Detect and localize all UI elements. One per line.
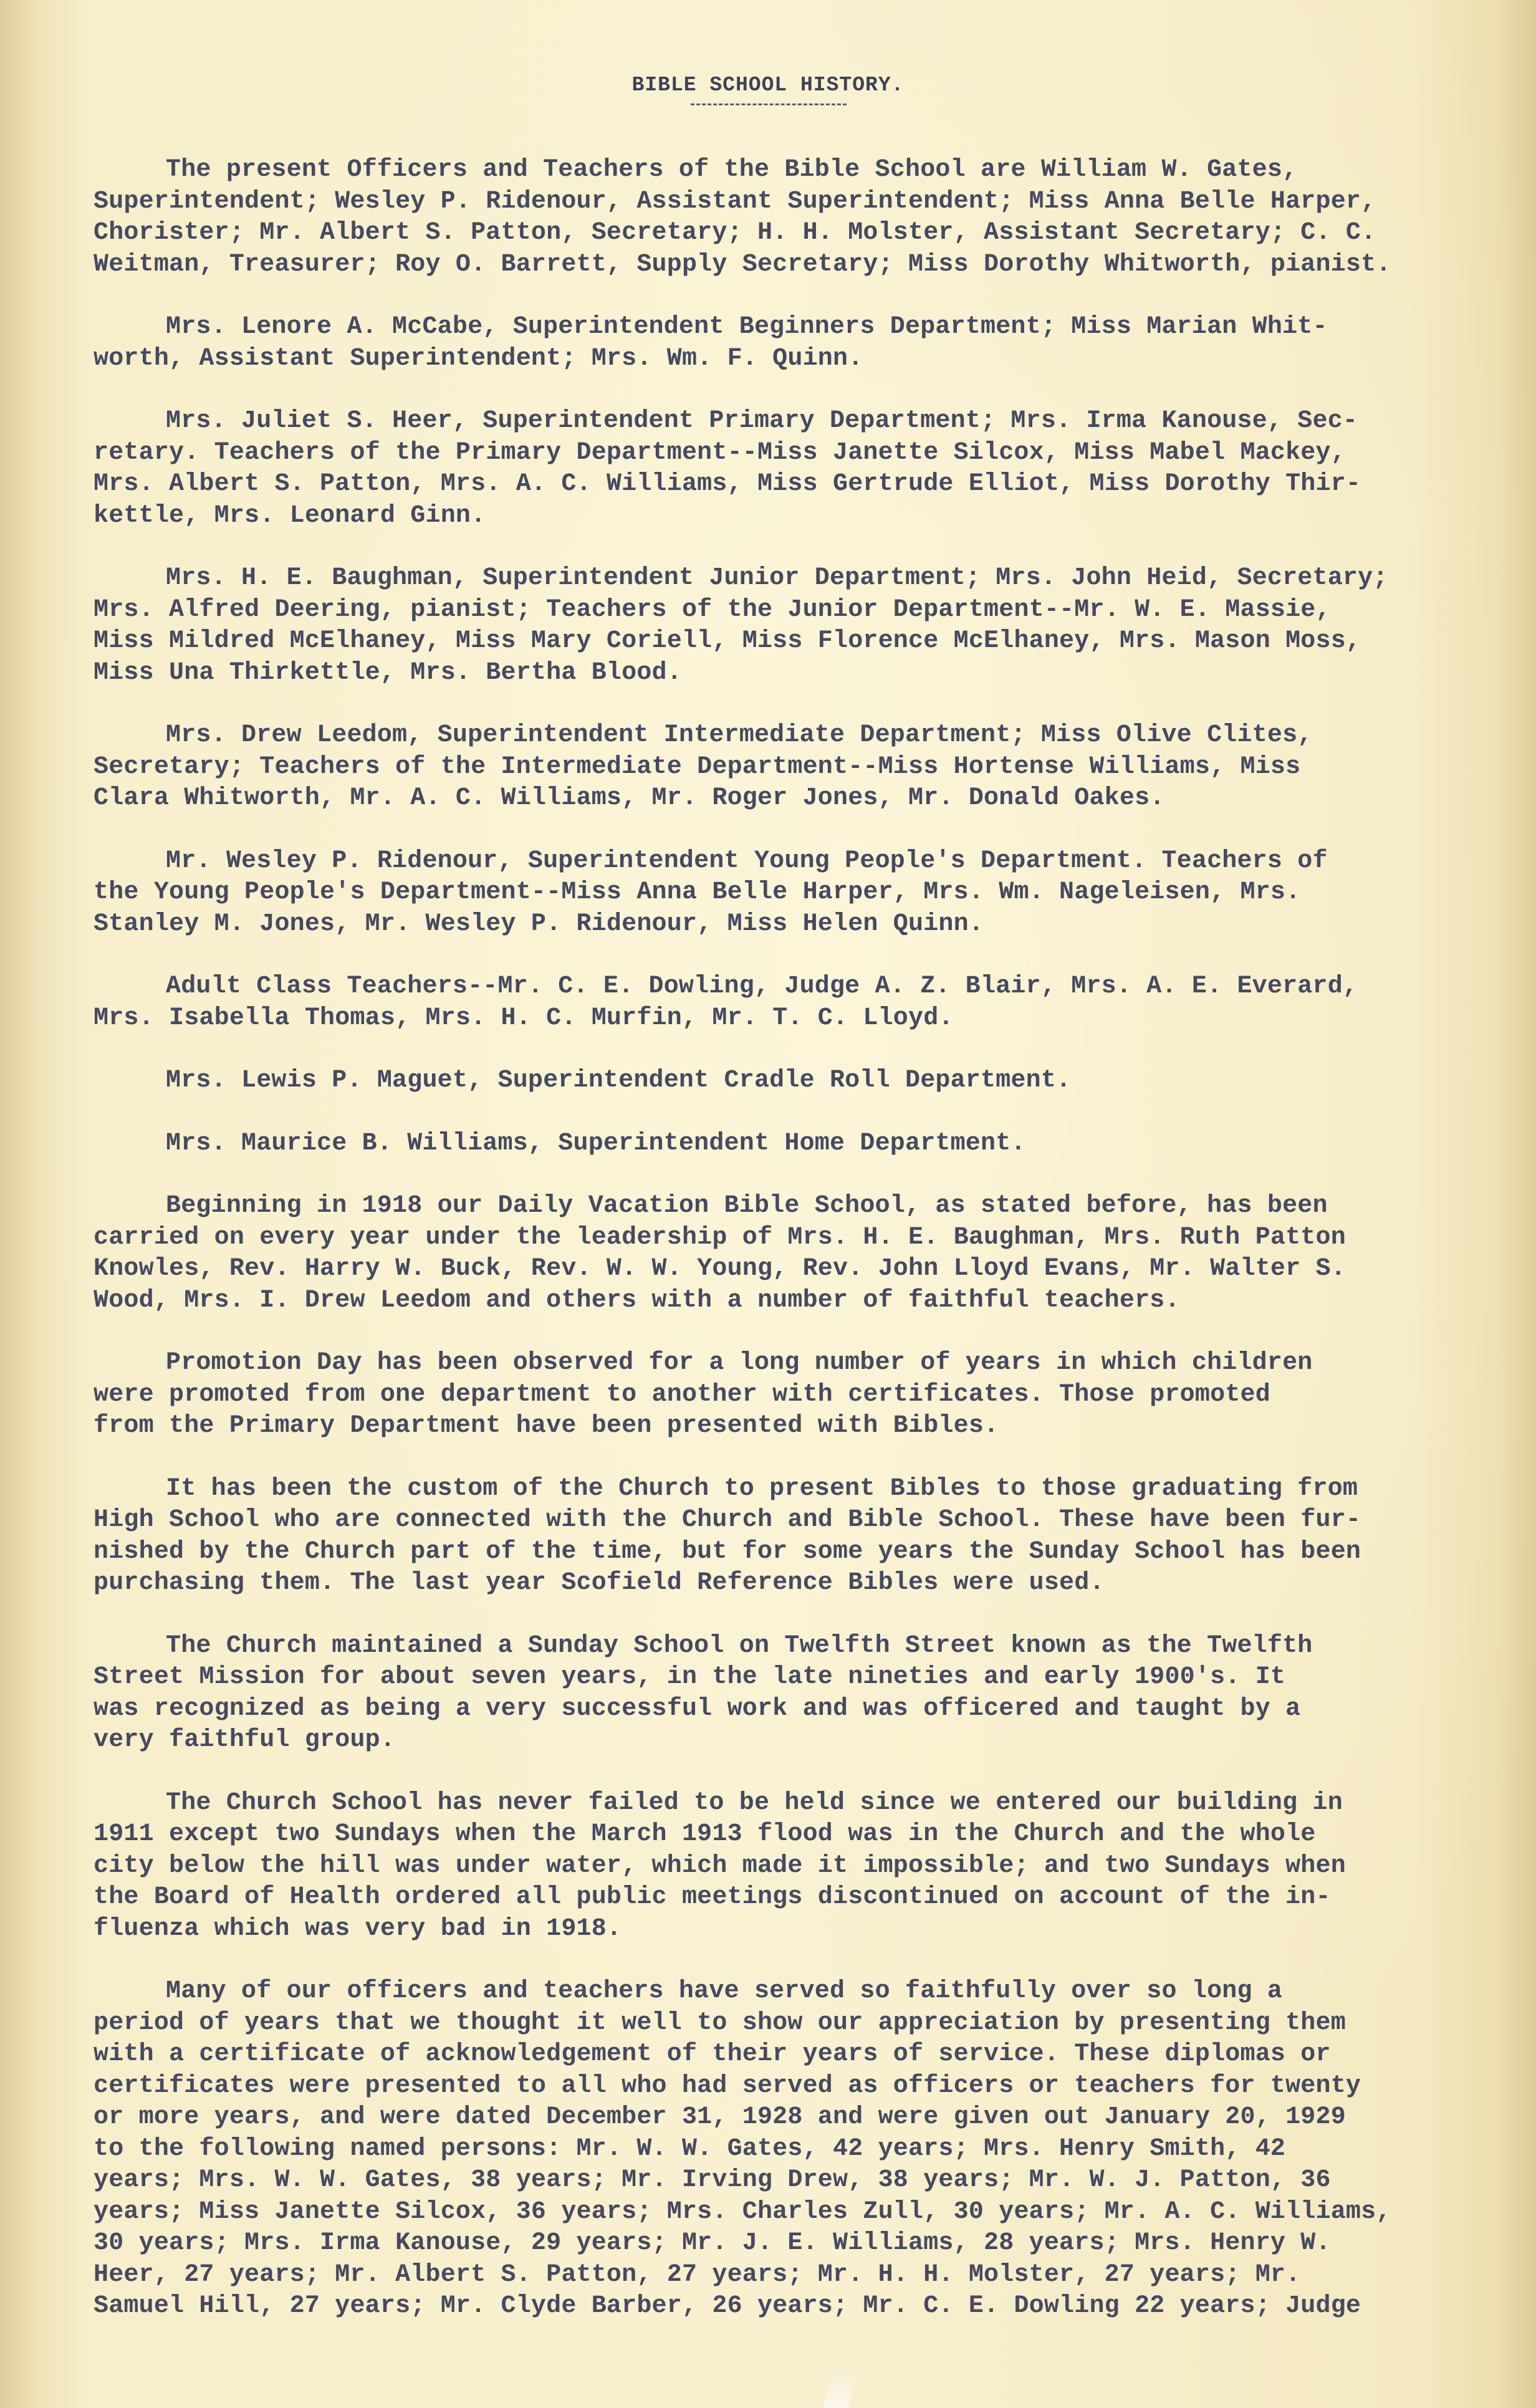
paragraph-home-department: Mrs. Maurice B. Williams, Superintendent Home Department.	[166, 1129, 1026, 1158]
paragraph-adult-class-teachers: Adult Class Teachers--Mr. C. E. Dowling, Judge A. Z. Blair, Mrs. A. E. Everard, Mrs. Isabella Thomas, Mrs. H. C. Murfin, Mr. T. C. Lloyd.	[94, 972, 1358, 1032]
right-edge-aging	[1499, 0, 1536, 2408]
paragraph-junior-department: Mrs. H. E. Baughman, Superintendent Junior Department; Mrs. John Heid, Secretary; Mrs. Alfred Deering, pianist; Teachers of the Junior Department--Mr. W. E. Massie, Miss Mildred McElhaney, Miss Mary Coriell, Miss Florence McElhaney, Mrs. Mason Moss, Miss Una Thirkettle, Mrs. Bertha Blood.	[94, 564, 1388, 687]
paragraph-young-peoples-department: Mr. Wesley P. Ridenour, Superintendent Young People's Department. Teachers of the Young People's Department--Miss Anna Belle Harper, Mrs. Wm. Nageleisen, Mrs. Stanley M. Jones, Mr. Wesley P. Ridenour, Miss Helen Quinn.	[94, 847, 1328, 938]
title-underline	[691, 103, 847, 105]
paragraph-church-school-attendance: The Church School has never failed to be held since we entered our building in 1911 except two Sundays when the March 1913 flood was in the Church and the whole city below the hill was under water, which made it impossible; and two Sundays when the Board of Health ordered all public meetings discontinued on account of the in- fluenza which was very bad in 1918.	[94, 1788, 1346, 1943]
paper-tear-mark	[823, 2364, 860, 2408]
paragraph-graduation-bibles: It has been the custom of the Church to present Bibles to those graduating from High School who are connected with the Church and Bible School. These have been fur- nished by the Church part of the time, but for some years the Sunday School has been purchasing them. The last year Scofield Reference Bibles were used.	[94, 1474, 1361, 1597]
document-title: BIBLE SCHOOL HISTORY.	[631, 74, 905, 97]
paragraph-primary-department: Mrs. Juliet S. Heer, Superintendent Primary Department; Mrs. Irma Kanouse, Sec- retary. Teachers of the Primary Department--Miss Janette Silcox, Miss Mabel Mackey, Mrs. Albert S. Patton, Mrs. A. C. Williams, Miss Gertrude Elliot, Miss Dorothy Thir- kettle, Mrs. Leonard Ginn.	[94, 407, 1361, 530]
paragraph-officers: The present Officers and Teachers of the Bible School are William W. Gates, Superintendent; Wesley P. Ridenour, Assistant Superintendent; Miss Anna Belle Harper, Chorister; Mr. Albert S. Patton, Secretary; H. H. Molster, Assistant Secretary; C. C. Weitman, Treasurer; Roy O. Barrett, Supply Secretary; Miss Dorothy Whitworth, pianist.	[94, 156, 1391, 279]
paragraph-intermediate-department: Mrs. Drew Leedom, Superintendent Intermediate Department; Miss Olive Clites, Secretary; Teachers of the Intermediate Department--Miss Hortense Williams, Miss Clara Whitworth, Mr. A. C. Williams, Mr. Roger Jones, Mr. Donald Oakes.	[94, 721, 1313, 812]
paragraph-vacation-bible-school: Beginning in 1918 our Daily Vacation Bible School, as stated before, has been carried on every year under the leadership of Mrs. H. E. Baughman, Mrs. Ruth Patton Knowles, Rev. Harry W. Buck, Rev. W. W. Young, Rev. John Lloyd Evans, Mr. Walter S. Wood, Mrs. I. Drew Leedom and others with a number of faithful teachers.	[94, 1192, 1346, 1315]
paragraph-cradle-roll: Mrs. Lewis P. Maguet, Superintendent Cradle Roll Department.	[166, 1067, 1072, 1095]
document-body	[94, 155, 1440, 2323]
paragraph-service-certificates: Many of our officers and teachers have served so faithfully over so long a period of years that we thought it well to show our appreciation by presenting them with a certificate of acknowledgement of their years of service. These diplomas or certificates were presented to all who had served as officers or teachers for twenty or more years, and were dated December 31, 1928 and were given out January 20, 1929 to the following named persons: Mr. W. W. Gates, 42 years; Mrs. Henry Smith, 42 years; Mrs. W. W. Gates, 38 years; Mr. Irving Drew, 38 years; Mr. W. J. Patton, 36 years; Miss Janette Silcox, 36 years; Mrs. Charles Zull, 30 years; Mr. A. C. Williams, 30 years; Mrs. Irma Kanouse, 29 years; Mr. J. E. Williams, 28 years; Mrs. Henry W. Heer, 27 years; Mr. Albert S. Patton, 27 years; Mr. H. H. Molster, 27 years; Mr. Samuel Hill, 27 years; Mr. Clyde Barber, 26 years; Mr. C. E. Dowling 22 years; Judge	[94, 1977, 1391, 2320]
paragraph-promotion-day: Promotion Day has been observed for a long number of years in which children were promoted from one department to another with certificates. Those promoted from the Primary Department have been presented with Bibles.	[94, 1349, 1313, 1440]
paragraph-beginners-department: Mrs. Lenore A. McCabe, Superintendent Beginners Department; Miss Marian Whit- worth, Assistant Superintendent; Mrs. Wm. F. Quinn.	[94, 313, 1328, 373]
left-edge-aging	[0, 0, 37, 2408]
paragraph-twelfth-street-mission: The Church maintained a Sunday School on Twelfth Street known as the Twelfth Street Mission for about seven years, in the late nineties and early 1900's. It was recognized as being a very successful work and was officered and taught by a very faithful group.	[94, 1631, 1313, 1754]
